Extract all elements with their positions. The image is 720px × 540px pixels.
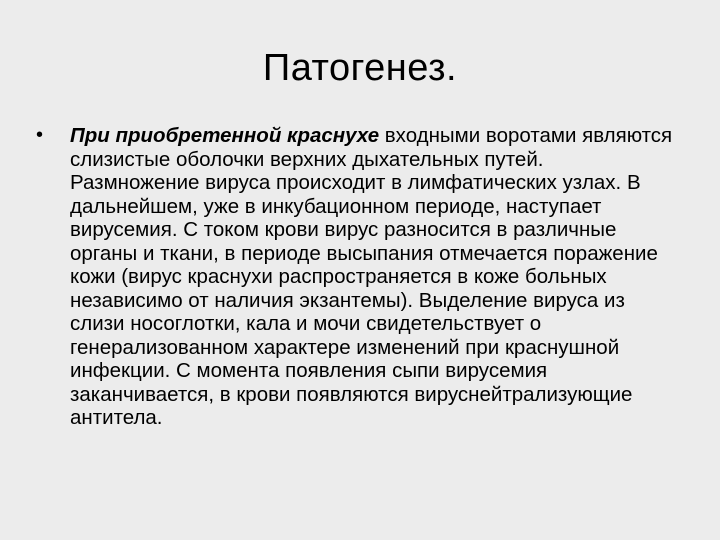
bullet-body-text: входными воротами являются слизистые оболочки верхних дыхательных путей. Размножение вируса происходит в лимфатических узлах. В дальнейшем, уже в инкубационном периоде, наступает вирусемия. С током крови вирус разносится в различные органы и ткани, в периоде высыпания отмечается поражение кожи (вирус краснухи распространяется в коже больных независимо от наличия экзантемы). Выделение вируса из слизи носоглотки, кала и мочи свидетельствует о генерализованном характере изменений при краснушной инфекции. С момента появления сыпи вирусемия заканчивается, в крови появляются вируснейтрализующие антитела. — [70, 124, 673, 429]
slide-content — [36, 124, 676, 430]
bullet-lead-text: При приобретенной краснухе — [70, 124, 380, 147]
bullet-paragraph — [70, 124, 676, 430]
bullet-icon: • — [36, 124, 44, 146]
slide-title: Патогенез. — [262, 47, 458, 89]
bullet-item — [36, 124, 676, 430]
